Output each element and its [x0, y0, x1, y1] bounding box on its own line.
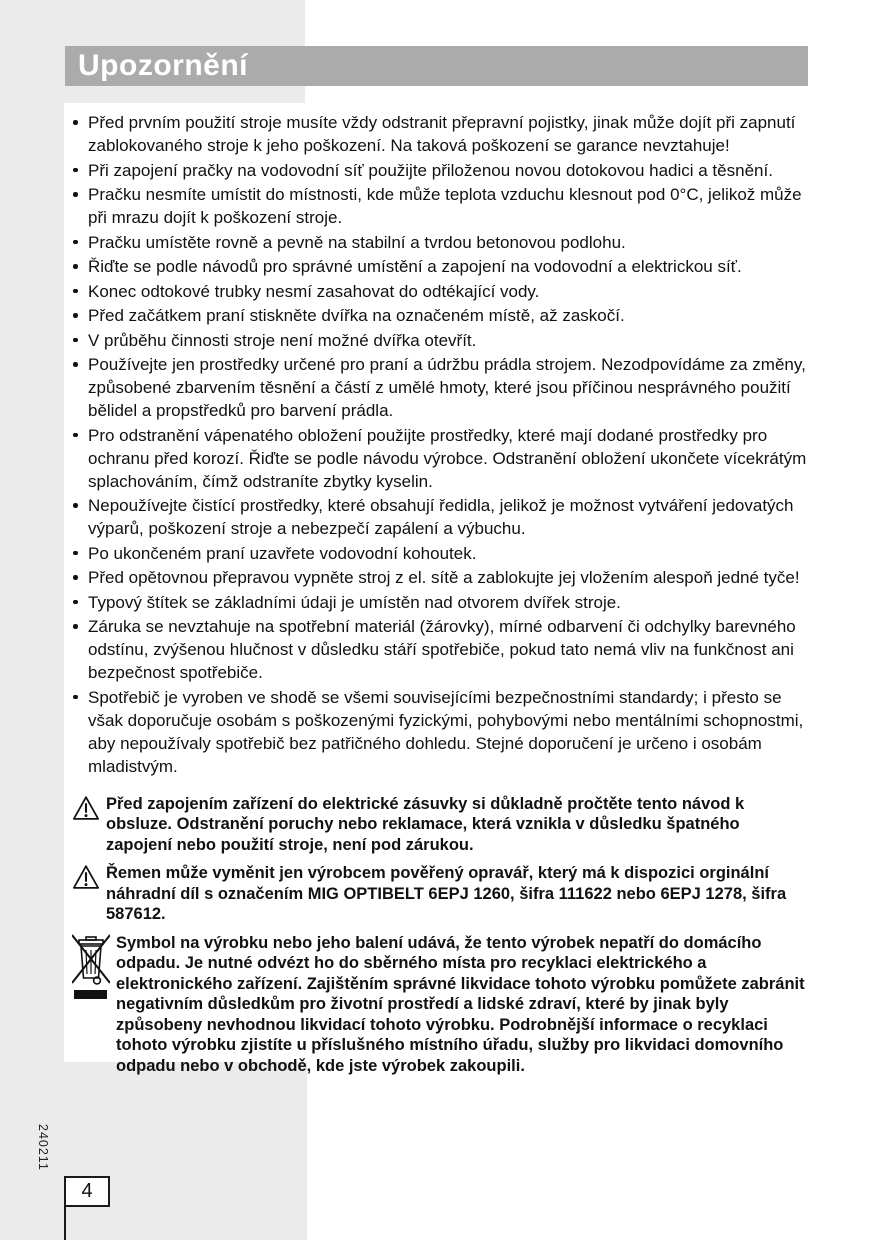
list-item: Před začátkem praní stiskněte dvířka na označeném místě, až zaskočí. — [88, 304, 810, 327]
warning-triangle-icon — [72, 864, 100, 890]
list-item: Nepoužívejte čistící prostředky, které obsahují ředidla, jelikož je možnost vytváření jedovatých výparů, poškození stroje a nebezpečí zapálení a výbuchu. — [88, 494, 810, 540]
list-item: Typový štítek se základními údaji je umístěn nad otvorem dvířek stroje. — [88, 591, 810, 614]
fold-line — [64, 1207, 66, 1240]
list-item: Konec odtokové trubky nesmí zasahovat do odtékající vody. — [88, 280, 810, 303]
list-item: Před opětovnou přepravou vypněte stroj z el. sítě a zablokujte jej vložením alespoň jedné tyče! — [88, 566, 810, 589]
page-number: 4 — [81, 1180, 93, 1202]
warning-text: Před zapojením zařízení do elektrické zásuvky si důkladně pročtěte tento návod k obsluze. Odstranění poruchy nebo reklamace, která vznikla v důsledku špatného zapojení nebo použití stroje, není pod zárukou. — [106, 794, 745, 854]
list-item: Pro odstranění vápenatého obložení použijte prostředky, které mají dodané prostředky pro ochranu před korozí. Řiďte se podle návodu výrobce. Odstranění obložení ukončete vícekrátým splachováním, čímž odstraníte zbytky kyselin. — [88, 424, 810, 493]
warning-icon-column — [72, 933, 116, 1004]
list-item: Záruka se nevztahuje na spotřební materiál (žárovky), mírné odbarvení či odchylky barevného odstínu, zvýšenou hlučnost v důsledku stáří spotřebiče, pokud tato nemá vliv na funkčnost ani bezpečnost spotřebiče. — [88, 615, 810, 684]
notice-list — [64, 111, 810, 778]
page-title: Upozornění — [78, 49, 248, 82]
warning-text: Řemen může vyměnit jen výrobcem pověřený opravář, který má k dispozici orginální náhradní díl s označením MIG OPTIBELT 6EPJ 1260, šifra 111622 nebo 6EPJ 1278, šifra 587612. — [106, 864, 787, 923]
list-item: Před prvním použití stroje musíte vždy odstranit přepravní pojistky, jinak může dojít při zapnutí zablokovaného stroje k jeho poškození. Na taková poškození se garance nevztahuje! — [88, 111, 810, 157]
doc-code: 240211 — [36, 1124, 50, 1171]
section-header — [65, 46, 808, 86]
page-number-box — [64, 1176, 110, 1207]
list-item: Spotřebič je vyroben ve shodě se všemi souvisejícími bezpečnostními standardy; i přesto se však doporučuje osobám s poškozenými fyzickými, pohybovými nebo mentálními schopnostmi, aby nepoužívaly spotřebič bez patřičného dohledu. Stejné doporučení je určeno i osobám mladistvým. — [88, 686, 810, 778]
list-item: Používejte jen prostředky určené pro praní a údržbu prádla strojem. Nezodpovídáme za změny, způsobené zbarvením těsnění a částí z umělé hmoty, které jsou příčinou nesprávného použití bělidel a propstředků pro barvení prádla. — [88, 353, 810, 422]
list-item: Pračku umístěte rovně a pevně na stabilní a tvrdou betonovou podlohu. — [88, 231, 810, 254]
list-item: Řiďte se podle návodů pro správné umístění a zapojení na vodovodní a elektrickou síť. — [88, 255, 810, 278]
warnings-section — [64, 794, 810, 1077]
warning-icon-column — [72, 794, 106, 821]
left-margin — [0, 0, 64, 1240]
warning-icon-column — [72, 863, 106, 890]
warning-triangle-icon — [72, 795, 100, 821]
weee-bin-icon — [72, 934, 110, 1004]
warning-block — [64, 863, 810, 925]
content-area — [64, 103, 874, 1084]
list-item: V průběhu činnosti stroje není možné dvířka otevřít. — [88, 329, 810, 352]
warning-block — [64, 794, 810, 856]
list-item: Pračku nesmíte umístit do místnosti, kde může teplota vzduchu klesnout pod 0°C, jelikož může při mrazu dojít k poškození stroje. — [88, 183, 810, 229]
warning-text: Symbol na výrobku nebo jeho balení udává, že tento výrobek nepatří do domácího odpadu. Je nutné odvézt ho do sběrného místa pro recyklaci elektrického a elektronického zařízení. Zajištěním správné likvidace tohoto výrobku pomůžete zabránit negativním důsledkům pro životní prostředí a lidské zdraví, které by jinak byly způsobeny nevhodnou likvidací tohoto výrobku. Podrobnější informace o recyklaci tohoto výrobku zjistíte u příslušného místního úřadu, služby pro likvidaci domovního odpadu nebo v obchodě, kde jste výrobek zakoupili. — [116, 933, 805, 1075]
list-item: Po ukončeném praní uzavřete vodovodní kohoutek. — [88, 542, 810, 565]
warning-block — [64, 933, 810, 1077]
list-item: Při zapojení pračky na vodovodní síť použijte přiloženou novou dotokovou hadici a těsnění. — [88, 159, 810, 182]
